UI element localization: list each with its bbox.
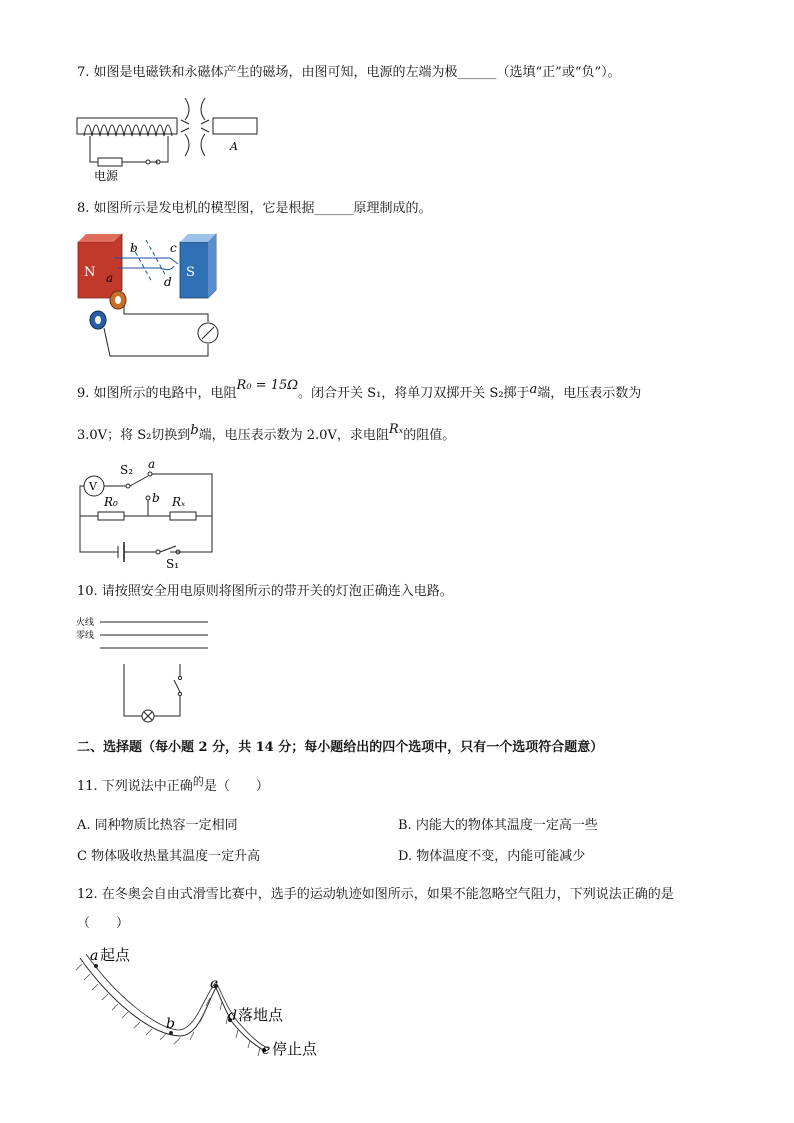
q11-option-b[interactable]: B. 内能大的物体其温度一定高一些 (398, 818, 598, 833)
q9-label-v: V (89, 480, 97, 493)
q12-ski-track-figure (70, 940, 340, 1068)
q9-label-a: a (148, 457, 156, 471)
q9-line2: 3.0V；将 S₂切换到b端，电压表示数为 2.0V，求电阻Rₓ的阻值。 (77, 422, 456, 443)
q12-stem: 12. 在冬奥会自由式滑雪比赛中，选手的运动轨迹如图所示，如果不能忽略空气阻力，下列说法正确的是 (77, 887, 674, 902)
section2-title: 二、选择题（每小题 2 分，共 14 分；每小题给出的四个选项中，只有一个选项符合题意） (77, 740, 604, 755)
q10-text: 10. 请按照安全用电原则将图所示的带开关的灯泡正确连入电路。 (77, 584, 453, 599)
q8-label-c: c (170, 241, 177, 255)
q11-option-a[interactable]: A. 同种物质比热容一定相同 (77, 818, 238, 833)
q12-label-a-text: 起点 (100, 946, 131, 964)
q12-label-e: e (262, 1042, 271, 1058)
q12-label-c: c (210, 976, 218, 992)
q9-line1: 9. 如图所示的电路中，电阻R₀ = 15Ω。闭合开关 S₁，将单刀双掷开关 S₂掷于a端，电压表示数为 (77, 378, 642, 401)
q12-label-e-text: 停止点 (272, 1040, 318, 1058)
q10-wiring-figure (74, 612, 214, 724)
q8-text: 8. 如图所示是发电机的模型图，它是根据______原理制成的。 (77, 201, 432, 216)
q9-label-b: b (152, 491, 160, 505)
q9-label-rx: Rₓ (172, 495, 186, 509)
q8-label-b: b (130, 241, 138, 255)
q12-label-b: b (166, 1016, 175, 1032)
q8-label-a: a (106, 271, 114, 285)
q9-label-s2: S₂ (120, 463, 134, 477)
q12-label-d: d (228, 1008, 237, 1024)
q7-figure (70, 92, 270, 184)
q11-option-d[interactable]: D. 物体温度不变，内能可能减少 (398, 849, 586, 864)
q7-power-label: 电源 (94, 169, 119, 183)
q8-label-d: d (164, 275, 172, 289)
q7-text: 7. 如图是电磁铁和永磁体产生的磁场，由图可知，电源的左端为极______（选填“正”或“负”）。 (77, 65, 621, 80)
q12-stem2: （ ） (77, 916, 130, 931)
q10-live-label: 火线 (76, 618, 95, 628)
q9-formula: R₀ = 15Ω (236, 378, 299, 393)
q12-label-d-text: 落地点 (238, 1006, 284, 1024)
q8-label-s: S (186, 265, 195, 280)
q11-option-c[interactable]: C 物体吸收热量其温度一定升高 (77, 849, 261, 864)
q9-circuit-figure (74, 456, 220, 570)
q8-generator-figure (74, 228, 224, 362)
q9-label-r0: R₀ (104, 495, 118, 509)
q11-stem: 11. 下列说法中正确$^的$是（ ） (77, 775, 269, 794)
q7-label-a: A (230, 140, 238, 153)
q8-label-n: N (84, 265, 96, 280)
q9-label-s1: S₁ (166, 557, 180, 570)
q10-neutral-label: 零线 (76, 631, 95, 641)
q12-label-a: a (90, 948, 99, 964)
